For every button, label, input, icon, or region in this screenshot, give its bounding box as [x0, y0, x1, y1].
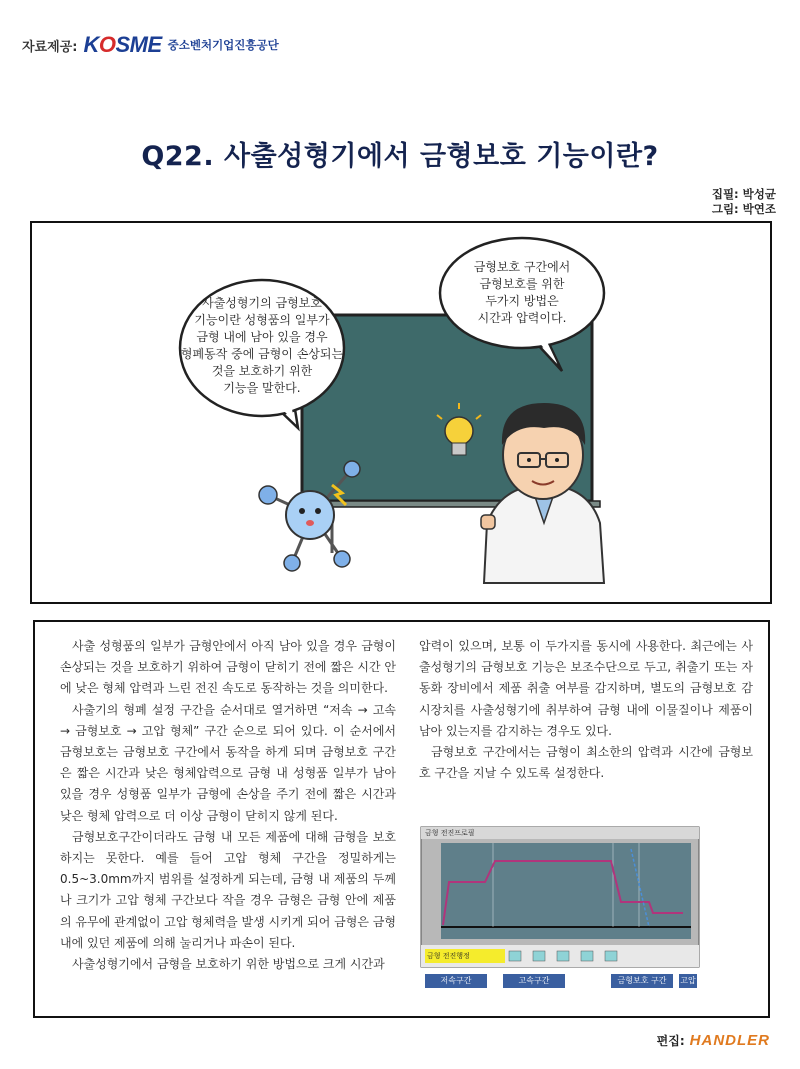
screen-header: 금형 전진프로필: [425, 829, 475, 837]
illustrator-credit: 그림: 박연조: [711, 202, 776, 216]
editor-credit: [657, 1032, 770, 1049]
article-column-right: [419, 636, 753, 784]
row-label: 금형 전진행정: [427, 952, 470, 960]
label-mold-protection: 금형보호 구간: [611, 974, 673, 988]
source-label: 자료제공:: [22, 39, 78, 55]
article-box: [33, 620, 770, 1018]
paragraph: 사출성형기에서 금형을 보호하기 위한 방법으로 크게 시간과: [72, 957, 385, 972]
clamp-profile-figure: [421, 827, 699, 999]
comic-panel: [30, 221, 772, 604]
paragraph: 사출기의 형폐 설정 구간을 순서대로 열거하면 “저속 → 고속 → 금형보호 → 고압 형체” 구간 순으로 되어 있다. 이 순서에서 금형보호는 금형보호 구간에서 동작을 하게 되며 금형보호 구간은 짧은 시간과 낮은 형체압력으로 금형 내 성형품 일부가 남아 있을 경우 성형품 일부가 금형에 손상을 주기 전에 짧은 시간과 낮은 형체 압력으로 더 이상 금형이 닫히지 않게 된다.: [60, 702, 396, 823]
paragraph: 금형보호 구간에서는 금형이 최소한의 압력과 시간에 금형보호 구간을 지날 수 있도록 설정한다.: [419, 745, 753, 781]
page-title: Q22. 사출성형기에서 금형보호 기능이란?: [141, 141, 659, 172]
profile-screen: [421, 827, 699, 999]
label-high-pressure: 고압형체: [680, 976, 696, 999]
comic-illustration: [32, 223, 774, 606]
org-name: 중소벤처기업진흥공단: [167, 38, 279, 52]
handler-logo: HANDLER: [689, 1032, 770, 1049]
source-credit: [22, 33, 279, 57]
credits: [712, 187, 776, 217]
article-column-left: [60, 636, 396, 975]
paragraph: 사출 성형품의 일부가 금형안에서 아직 남아 있을 경우 금형이 손상되는 것을 보호하기 위하여 금형이 닫히기 전에 짧은 시간 안에 낮은 형체 압력과 느린 전진 속도로 동작하는 것을 의미한다.: [60, 639, 396, 696]
kosme-logo: KOSME: [83, 32, 162, 57]
bubble-text-left: 사출성형기의 금형보호 기능이란 성형품의 일부가 금형 내에 남아 있을 경우 형폐동작 중에 금형이 손상되는 것을 보호하기 위한 기능을 말한다.: [180, 296, 344, 395]
paragraph: 금형보호구간이더라도 금형 내 모든 제품에 대해 금형을 보호하지는 못한다. 예를 들어 고압 형체 구간을 정밀하게는 0.5~3.0mm까지 범위를 설정하게 되는데, 금형 내 제품의 두께나 크기가 고압 형체 구간보다 작을 경우 금형은 금형 안에 제품의 유무에 관계없이 고압 형체력을 발생 시키게 되어 금형은 금형 내에 있던 제품에 의해 눌리거나 파손이 된다.: [60, 829, 396, 950]
label-high-speed: 고속구간: [503, 974, 565, 988]
label-low-speed: 저속구간: [425, 974, 487, 988]
bubble-text-right: 금형보호 구간에서 금형보호를 위한 두가지 방법은 시간과 압력이다.: [473, 260, 571, 325]
editor-label: 편집:: [656, 1034, 685, 1048]
writer-credit: 집필: 박성균: [711, 187, 776, 201]
paragraph: 압력이 있으며, 보통 이 두가지를 동시에 사용한다. 최근에는 사출성형기의 금형보호 기능은 보조수단으로 두고, 취출기 또는 자동화 장비에서 제품 취출 여부를 감지하며, 별도의 금형보호 감시장치를 사출성형기에 취부하여 금형 내에 이물질이나 제품이 남아 있는지를 감지하는 경우도 있다.: [419, 639, 753, 738]
